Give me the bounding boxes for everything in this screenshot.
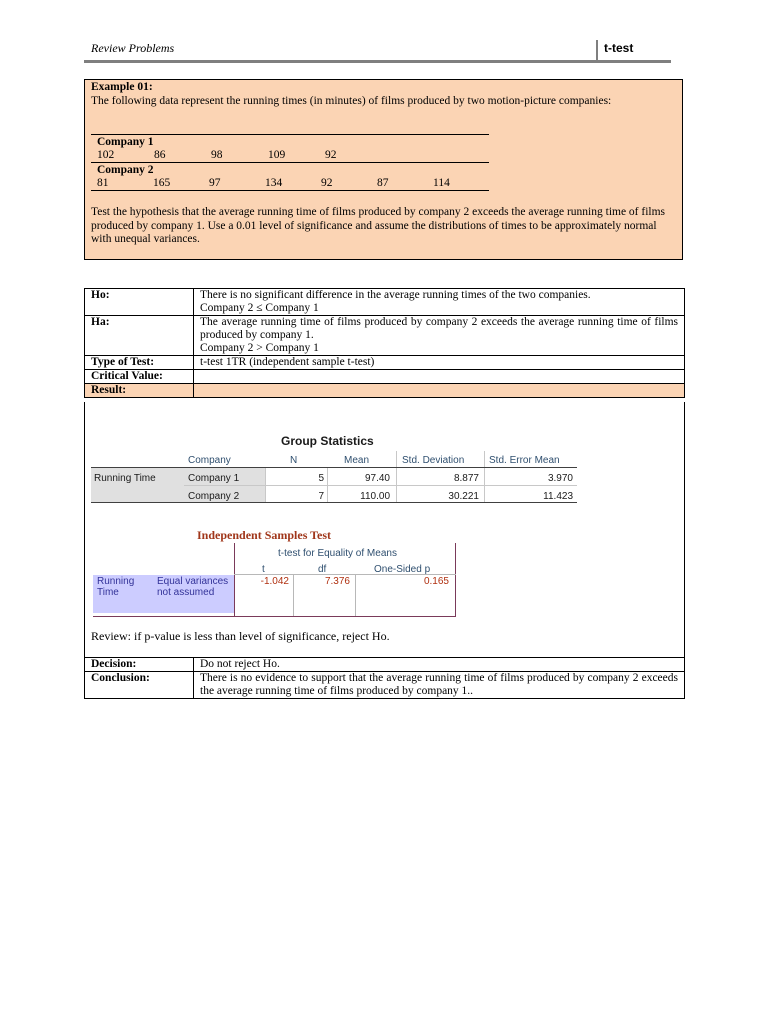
example-question: Test the hypothesis that the average running time of films produced by company 2 exceeds the average running time of films produced by company 1. Use a 0.01 level of significance and assume the distributions of times to be approximately normal with unequal variances. [91,206,666,245]
company1-value: 98 [211,149,223,161]
running-times-table [91,134,489,191]
company2-value: 81 [97,177,109,189]
company2-value: 114 [433,177,450,189]
ist-group-header: t-test for Equality of Means [278,548,397,559]
company2-values [91,176,489,190]
gs-company: Company 1 [188,473,240,484]
gs-header-sd: Std. Deviation [402,455,465,466]
ist-row-label: Running Time [97,576,135,598]
header-rule [84,60,671,63]
header-separator [596,40,598,62]
gs-header-divider [484,451,485,467]
conclusion-text: There is no evidence to support that the average running time of films produced by company 2 exceeds the average running time of films produced by company 1.. [194,672,685,699]
gs-sd: 30.221 [448,491,479,502]
ho-text: There is no significant difference in the average running times of the two companies. [200,289,591,301]
company1-value: 92 [325,149,337,161]
group-stats-title: Group Statistics [281,434,374,448]
gs-header-mean: Mean [344,455,370,466]
gs-se: 11.423 [543,491,573,502]
ho-row [85,289,685,316]
header-right-title: t-test [604,41,634,55]
company2-label: Company 2 [97,164,154,176]
gs-row-rule [184,485,577,486]
gs-header-company: Company [188,455,231,466]
gs-sd: 8.877 [453,473,479,484]
ist-value-df: 7.376 [324,576,350,587]
critical-label: Critical Value: [85,370,194,384]
ist-header-df: df [318,564,327,575]
result-blank [194,384,685,398]
review-note: Review: if p-value is less than level of significance, reject Ho. [91,629,390,643]
decision-label: Decision: [85,658,194,672]
gs-bottom-rule [91,502,577,503]
example-title: Example 01: [91,81,153,93]
example-intro: The following data represent the running times (in minutes) of films produced by two motion-picture companies: [91,94,612,107]
gs-header-se: Std. Error Mean [489,455,560,466]
gs-n: 7 [318,491,324,502]
gs-header-n: N [290,455,298,466]
result-row [85,384,685,398]
table-rule-bottom [91,190,489,191]
company1-value: 109 [268,149,286,161]
result-area [84,402,685,657]
gs-mean: 97.40 [364,473,390,484]
company2-value: 87 [377,177,389,189]
ist-header-t: t [262,564,265,575]
decision-row [85,658,685,672]
gs-se: 3.970 [547,473,573,484]
ist-header-p: One-Sided p [374,564,431,575]
company2-value: 165 [153,177,171,189]
company2-value: 134 [265,177,283,189]
company1-value: 86 [154,149,166,161]
ind-test-title: Independent Samples Test [197,528,332,542]
ha-cell [194,316,685,356]
type-label: Type of Test: [85,356,194,370]
type-row [85,356,685,370]
gs-header-divider [396,451,397,467]
ho-formula: Company 2 ≤ Company 1 [200,302,319,314]
ha-text: The average running time of films produced by company 2 exceeds the average running time of films produced by company 1. [200,316,678,341]
company1-value: 102 [97,149,115,161]
ha-row [85,316,685,356]
gs-row-label: Running Time [94,473,156,484]
gs-mean: 110.00 [360,491,390,502]
example-box [84,79,683,260]
gs-n: 5 [318,473,324,484]
gs-company: Company 2 [188,491,240,502]
ist-bottom-rule [93,616,456,617]
critical-text [194,370,685,384]
ha-label: Ha: [85,316,194,356]
conclusion-label: Conclusion: [85,672,194,699]
solution-table [84,288,685,398]
ha-formula: Company 2 > Company 1 [200,342,319,354]
company2-value: 92 [321,177,333,189]
result-label: Result: [85,384,194,398]
conclusion-row [85,672,685,699]
ist-value-t: -1.042 [260,576,289,587]
ist-value-p: 0.165 [423,576,449,587]
header-left-title: Review Problems [91,41,175,55]
company1-label: Company 1 [97,136,154,148]
decision-table [84,657,685,699]
decision-text: Do not reject Ho. [194,658,685,672]
ist-row-sublabel: Equal variances not assumed [157,576,229,598]
type-text: t-test 1TR (independent sample t-test) [194,356,685,370]
ist-line [455,543,456,617]
company1-values [91,148,489,162]
ho-cell [194,289,685,316]
ho-label: Ho: [85,289,194,316]
critical-row [85,370,685,384]
company2-value: 97 [209,177,221,189]
